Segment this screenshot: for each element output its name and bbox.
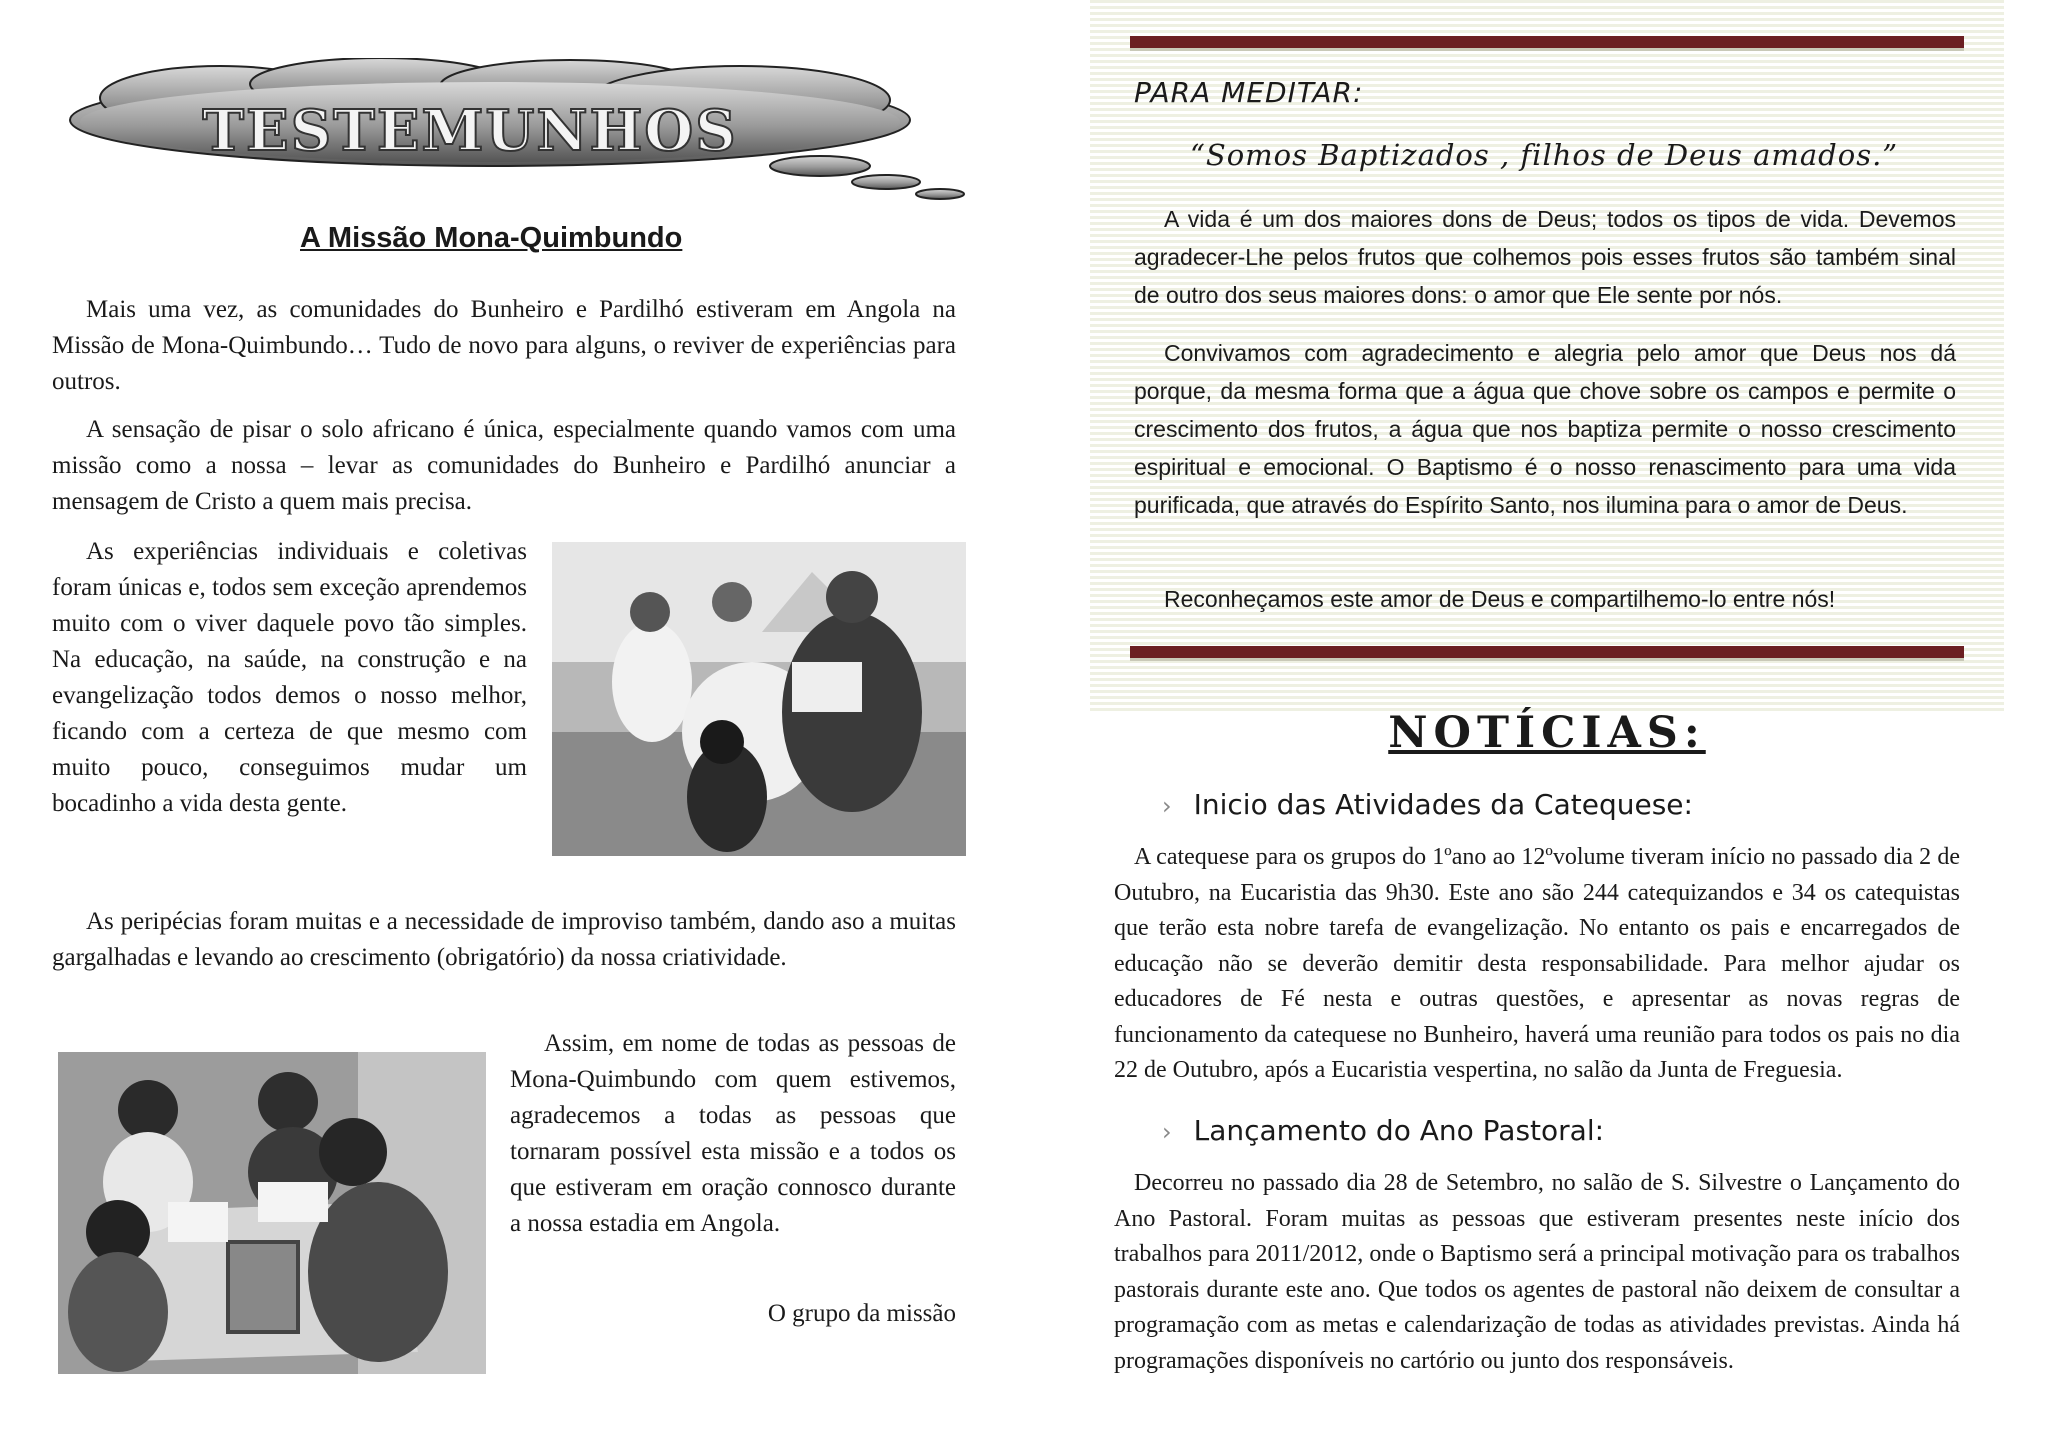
article-title: A Missão Mona-Quimbundo	[300, 222, 683, 254]
paragraph-3	[52, 534, 527, 822]
paragraph-text: Mais uma vez, as comunidades do Bunheiro e Pardilhó estiveram em Angola na Missão de Mona-Quimbundo… Tudo de novo para alguns, o reviver de experiências para outros.	[52, 296, 956, 395]
paragraph-text: A catequese para os grupos do 1ºano ao 12ºvolume tiveram início no passado dia 2 de Outubro, na Eucaristia das 9h30. Este ano são 244 catequizandos e 34 os catequistas que terão esta nobre tarefa de evangelização. No entanto os pais e encarregados de educação não se deverão demitir desta responsabilidade. Para melhor ajudar os educadores de Fé nesta e outras questões, e apresentar as novas regras de funcionamento da catequese no Bunheiro, haverá uma reunião para todos os pais no dia 22 de Outubro, após a Eucaristia vespertina, no salão da Junta de Freguesia.	[1114, 844, 1960, 1083]
signature: O grupo da missão	[767, 1300, 956, 1327]
bottom-divider	[1130, 646, 1964, 661]
chevron-right-icon: ›	[1162, 1118, 1172, 1146]
banner-title: TESTEMUNHOS	[202, 98, 738, 164]
paragraph-text: A vida é um dos maiores dons de Deus; todos os tipos de vida. Devemos agradecer-Lhe pelos frutos que colhemos pois esses frutos são também sinal de outro dos seus maiores dons: o amor que Ele sente por nós.	[1134, 206, 1956, 308]
meditate-paragraph-2	[1134, 334, 1956, 524]
paragraph-1	[52, 292, 956, 400]
news-1-body	[1114, 840, 1960, 1089]
meditate-paragraph-1	[1134, 200, 1956, 314]
paragraph-4	[52, 904, 956, 976]
paragraph-text: A sensação de pisar o solo africano é única, especialmente quando vamos com uma missão como a nossa – levar as comunidades do Bunheiro e Pardilhó anunciar a mensagem de Cristo a quem mais precisa.	[52, 416, 956, 515]
meditate-quote: “Somos Baptizados , filhos de Deus amados.”	[1190, 138, 1899, 172]
paragraph-text: As experiências individuais e coletivas foram únicas e, todos sem exceção aprendemos muito com o viver daquele povo tão simples. Na educação, na saúde, na construção e na evangelização todos demos o nosso melhor, ficando com a certeza de que mesmo com muito pouco, conseguimos mudar um bocadinho a vida desta gente.	[52, 538, 527, 817]
paragraph-text: Decorreu no passado dia 28 de Setembro, no salão de S. Silvestre o Lançamento do Ano Pastoral. Foram muitas as pessoas que estiveram presentes neste início dos trabalhos para 2011/2012, onde o Baptismo será a principal motivação para os trabalhos pastorais durante este ano. Que todos os agentes de pastoral não deixem de consultar a programação com as metas e calendarização de todas as atividades previstas. Ainda há programações disponíveis no cartório ou junto dos responsáveis.	[1114, 1170, 1960, 1374]
news-1-title	[1162, 788, 1693, 821]
paragraph-text: As peripécias foram muitas e a necessidade de improviso também, dando aso a muitas gargalhadas e levando ao crescimento (obrigatório) da nossa criatividade.	[52, 908, 956, 971]
paragraph-text: Assim, em nome de todas as pessoas de Mona-Quimbundo com quem estivemos, agradecemos a todas as pessoas que tornaram possível esta missão e a todos os que estiveram em oração connosco durante a nossa estadia em Angola.	[510, 1030, 956, 1237]
news-1-title-text: Inicio das Atividades da Catequese:	[1193, 788, 1693, 821]
news-2-title-text: Lançamento do Ano Pastoral:	[1193, 1114, 1605, 1147]
paragraph-2	[52, 412, 956, 520]
news-heading	[1090, 708, 2004, 758]
meditate-paragraph-3: Reconheçamos este amor de Deus e compartilhemo-lo entre nós!	[1164, 586, 1836, 612]
news-heading-text: NOTÍCIAS:	[1388, 708, 1706, 758]
medical-care-photo	[552, 542, 966, 856]
top-divider	[1130, 36, 1964, 51]
meditate-heading: PARA MEDITAR:	[1134, 76, 1364, 109]
paragraph-text: Convivamos com agradecimento e alegria pelo amor que Deus nos dá porque, da mesma forma que a água que chove sobre os campos e permite o crescimento dos frutos, a água que nos baptiza permite o nosso crescimento espiritual e emocional. O Baptismo é o nosso renascimento para uma vida purificada, que através do Espírito Santo, nos ilumina para o amor de Deus.	[1134, 340, 1956, 518]
children-photo	[58, 1052, 486, 1374]
news-2-title	[1162, 1114, 1604, 1147]
chevron-right-icon: ›	[1162, 792, 1172, 820]
paragraph-5	[510, 1026, 956, 1242]
news-2-body	[1114, 1166, 1960, 1379]
testemunhos-banner	[50, 58, 980, 208]
